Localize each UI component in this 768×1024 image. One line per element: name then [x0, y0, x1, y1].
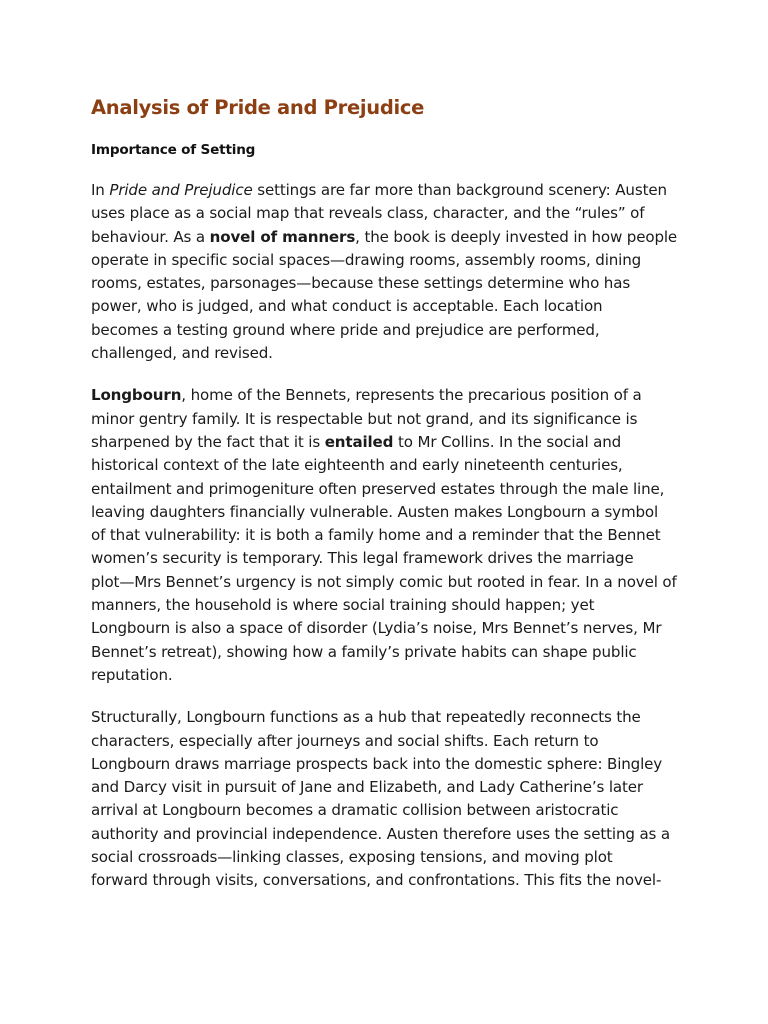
text-line: operate in specific social spaces—drawing rooms, assembly rooms, dining — [91, 250, 642, 269]
text-run: sharpened by the fact that it is — [91, 432, 325, 451]
section-heading: Importance of Setting — [91, 142, 256, 158]
text-run: , home of the Bennets, represents the precarious position of a — [181, 386, 642, 405]
text-line — [91, 179, 691, 202]
text-line: manners, the household is where social training should happen; yet — [91, 596, 595, 615]
text-line: leaving daughters financially vulnerable. Austen makes Longbourn a symbol — [91, 502, 659, 521]
text-line: becomes a testing ground where pride and prejudice are performed, — [91, 320, 600, 339]
text-line: arrival at Longbourn becomes a dramatic collision between aristocratic — [91, 801, 619, 820]
text-line: and Darcy visit in pursuit of Jane and Elizabeth, and Lady Catherine’s later — [91, 778, 643, 797]
text-line: Structurally, Longbourn functions as a hub that repeatedly reconnects the — [91, 708, 641, 727]
text-line: minor gentry family. It is respectable but not grand, and its significance is — [91, 409, 638, 428]
text-line: social crossroads—linking classes, exposing tensions, and moving plot — [91, 848, 613, 867]
text-run: to Mr Collins. In the social and — [393, 432, 622, 451]
text-line: challenged, and revised. — [91, 344, 273, 363]
document-page — [91, 92, 691, 893]
text-line: rooms, estates, parsonages—because these settings determine who has — [91, 274, 631, 293]
bold-term: entailed — [324, 432, 394, 451]
text-run: In — [91, 181, 110, 199]
text-line: of that vulnerability: it is both a family home and a reminder that the Bennet — [91, 526, 661, 545]
text-line: Longbourn is also a space of disorder (Lydia’s noise, Mrs Bennet’s nerves, Mr — [91, 619, 662, 638]
bold-term: novel of manners — [209, 227, 356, 246]
text-line: plot—Mrs Bennet’s urgency is not simply comic but rooted in fear. In a novel of — [91, 572, 677, 591]
document-title: Analysis of Pride and Prejudice — [91, 96, 425, 119]
text-line — [91, 226, 691, 249]
text-line: historical context of the late eighteenth and early nineteenth centuries, — [91, 456, 623, 475]
text-line: entailment and primogeniture often preserved estates through the male line, — [91, 479, 665, 498]
text-line: women’s security is temporary. This legal framework drives the marriage — [91, 549, 634, 568]
paragraph-intro — [91, 179, 691, 365]
text-run: , the book is deeply invested in how people — [355, 227, 678, 246]
book-title-italic: Pride and Prejudice — [109, 181, 253, 199]
bold-term: Longbourn — [91, 386, 182, 405]
paragraph-longbourn — [91, 384, 691, 687]
text-line: power, who is judged, and what conduct is acceptable. Each location — [91, 297, 603, 316]
text-line: authority and provincial independence. Austen therefore uses the setting as a — [91, 824, 671, 843]
text-line: reputation. — [91, 665, 173, 684]
text-line — [91, 431, 691, 454]
text-line: uses place as a social map that reveals class, character, and the “rules” of — [91, 204, 645, 223]
text-line: Longbourn draws marriage prospects back into the domestic sphere: Bingley — [91, 754, 663, 773]
paragraph-structure — [91, 706, 691, 892]
text-line: forward through visits, conversations, and confrontations. This fits the novel- — [91, 871, 662, 890]
text-run: behaviour. As a — [91, 227, 210, 246]
text-line — [91, 384, 691, 407]
text-line: Bennet’s retreat), showing how a family’s private habits can shape public — [91, 642, 637, 661]
text-run: settings are far more than background scenery: Austen — [252, 181, 667, 199]
text-line: characters, especially after journeys and social shifts. Each return to — [91, 731, 599, 750]
